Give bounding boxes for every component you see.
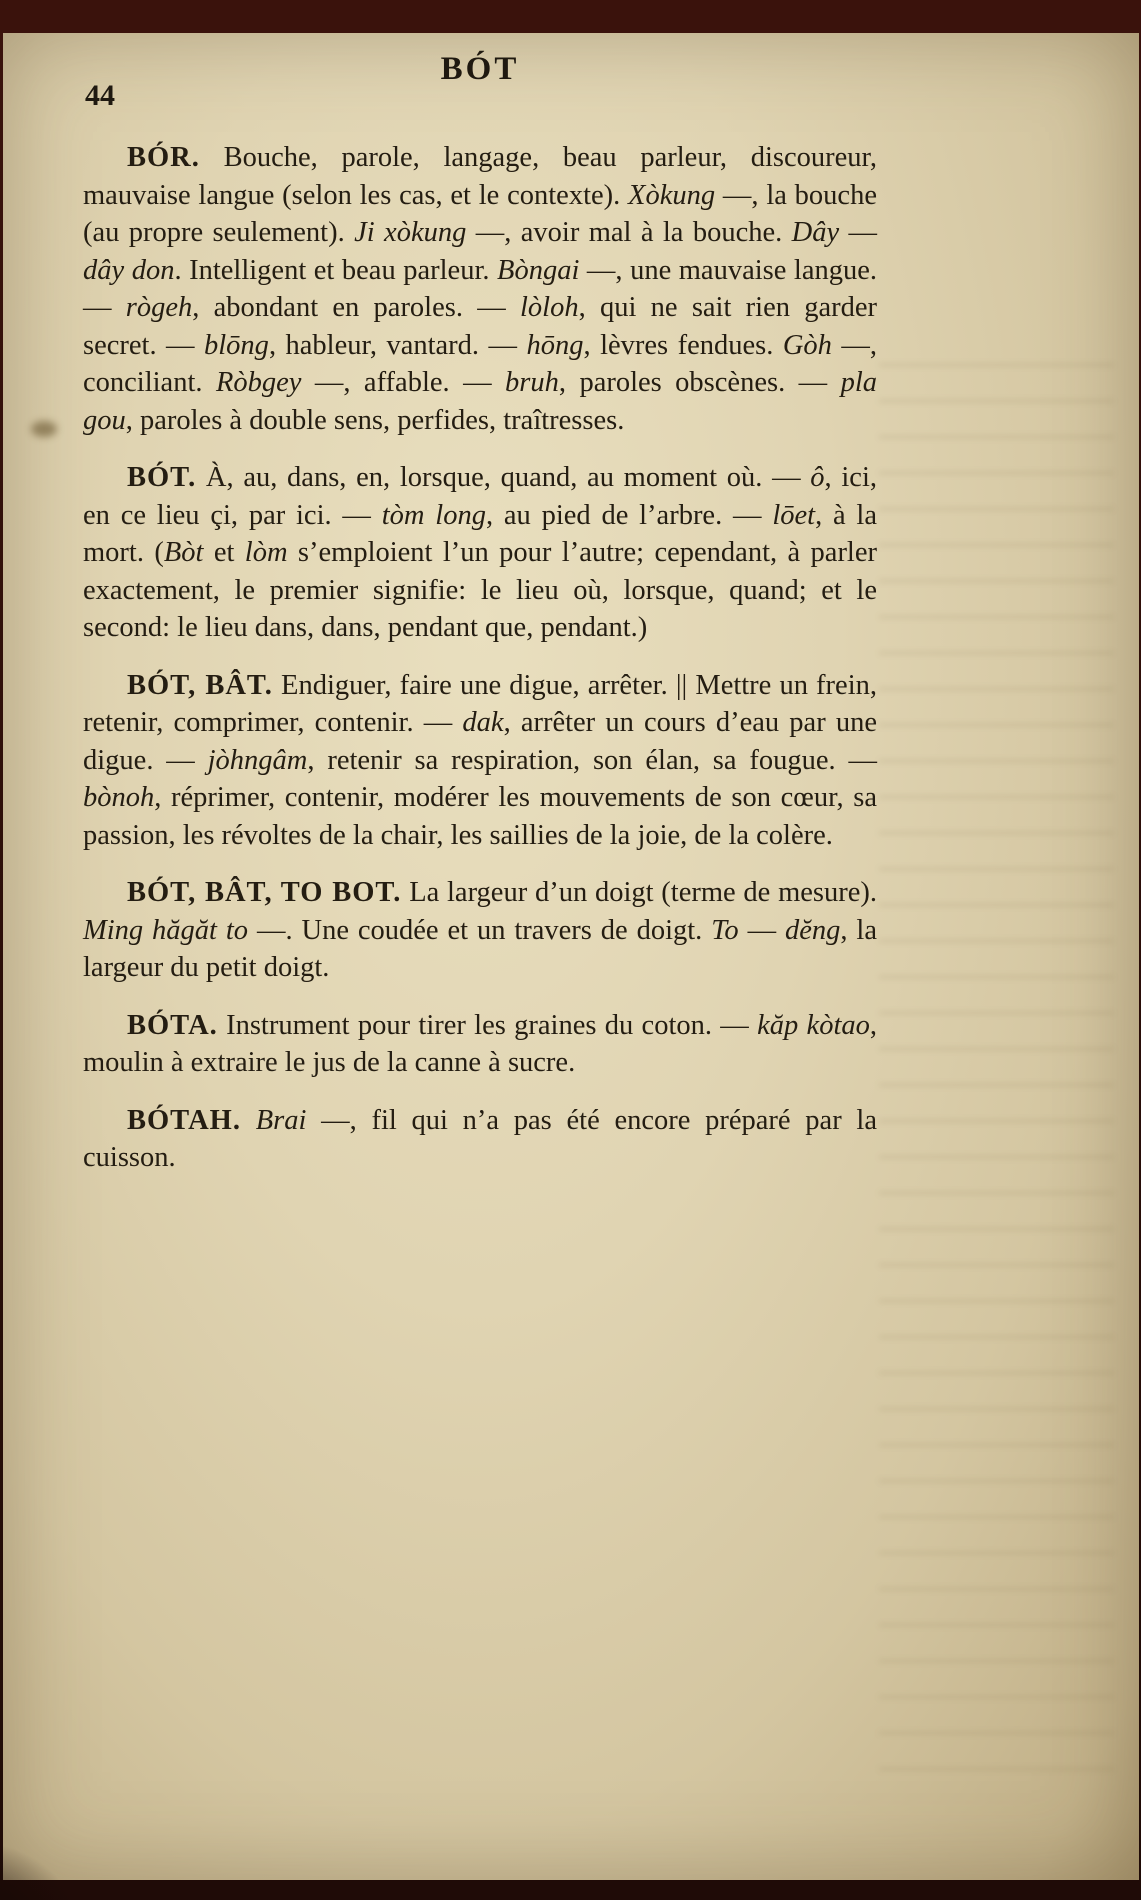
running-head: BÓT xyxy=(440,51,520,87)
entry-text: , au pied de l’arbre. — xyxy=(485,499,773,531)
entry-text: —, avoir mal à la bouche. xyxy=(466,217,792,248)
entry-text: , paroles obscènes. — xyxy=(558,367,841,398)
entry-text: — xyxy=(738,914,785,946)
entry-headword: BÓT, BÂT. xyxy=(127,669,273,701)
native-term: tòm long xyxy=(381,499,486,531)
entry-text: , moulin à extraire le jus de la canne à sucre. xyxy=(83,1009,878,1078)
entry-text: , la largeur du petit doigt. xyxy=(83,914,878,983)
entry-text: , lèvres fendues. xyxy=(583,329,783,361)
native-term: Dây xyxy=(791,217,840,248)
native-term: bònoh xyxy=(83,782,155,813)
entry-text: , à la mort. ( xyxy=(83,499,878,568)
entry-text: , paroles à double sens, perfides, traîtresses. xyxy=(125,404,625,436)
dictionary-entry-bot-bat xyxy=(83,667,877,855)
book-page xyxy=(3,33,1139,1880)
entry-text: Bouche, parole, langage, beau parleur, discoureur, mauvaise langue (selon les cas, et le contexte). xyxy=(83,142,877,211)
native-term: jòhngâm xyxy=(207,744,308,776)
native-term: dĕng xyxy=(785,914,841,946)
entry-text: s’emploient l’un pour l’autre; cependant, à parler exactement, le premier signifie: le lieu où, lorsque, quand; et le second: le lieu dans, dans, pendant que, pendant.) xyxy=(83,537,877,643)
native-term: Bòngai xyxy=(497,254,580,286)
dictionary-entry-bota xyxy=(83,1007,877,1082)
entry-text xyxy=(241,1105,256,1136)
native-term: kăp kòtao xyxy=(757,1009,870,1041)
entry-text: Endiguer, faire une digue, arrêter. || Mettre un frein, retenir, comprimer, contenir. — xyxy=(83,669,877,738)
native-term: To xyxy=(711,914,739,946)
entry-text: —, affable. — xyxy=(301,367,506,398)
entry-text: et xyxy=(203,537,245,568)
entry-text: Instrument pour tirer les graines du coton. — xyxy=(217,1009,758,1041)
entry-text: , arrêter un cours d’eau par une digue. — xyxy=(83,707,877,776)
entry-headword: BÓR. xyxy=(127,142,200,173)
dictionary-entry-botah xyxy=(83,1102,877,1177)
native-term: Gòh xyxy=(782,329,832,361)
native-term: Xòkung xyxy=(628,179,716,211)
entry-text: La largeur d’un doigt (terme de mesure). xyxy=(401,877,877,908)
entry-text: —, conciliant. xyxy=(83,329,877,398)
entry-text: —, fil qui n’a pas été encore préparé par la cuisson. xyxy=(83,1104,877,1173)
entry-headword: BÓTAH. xyxy=(127,1104,241,1136)
native-term: blōng xyxy=(204,329,269,361)
entry-text: , retenir sa respiration, son élan, sa fougue. — xyxy=(307,744,877,776)
dictionary-entry-bor xyxy=(83,139,877,439)
page-number: 44 xyxy=(85,79,115,112)
entry-text: —. Une coudée et un travers de doigt. xyxy=(248,914,712,946)
native-term: lòloh xyxy=(520,292,579,323)
native-term: bruh xyxy=(505,367,559,398)
entry-text: , abondant en paroles. — xyxy=(192,292,520,323)
entry-text: À, au, dans, en, lorsque, quand, au moment où. — xyxy=(196,462,811,493)
native-term: lòm xyxy=(244,537,288,568)
photo-corner-shadow xyxy=(0,1840,80,1900)
native-term: Ròbgey xyxy=(215,367,302,398)
dictionary-entry-bot xyxy=(83,459,877,647)
entry-text: —, une mauvaise langue. — xyxy=(83,254,878,323)
entry-text: , hableur, vantard. — xyxy=(268,329,527,361)
native-term: Ming hăgăt to xyxy=(83,914,249,946)
entry-headword: BÓTA. xyxy=(127,1009,218,1041)
native-term: Ji xòkung xyxy=(354,217,467,248)
native-term: Brai xyxy=(255,1104,307,1136)
native-term: hōng xyxy=(526,329,584,361)
native-term: lōet xyxy=(772,499,816,531)
entry-text: —, la bouche (au propre seulement). xyxy=(83,179,877,248)
entry-headword: BÓT, BÂT, TO BOT. xyxy=(127,877,402,908)
entry-text: , ici, en ce lieu çi, par ici. — xyxy=(83,462,877,531)
native-term: dây don xyxy=(83,254,175,286)
dictionary-entry-bot-bat-to-bot xyxy=(83,874,877,987)
native-term: Bòt xyxy=(163,537,204,568)
entry-text: . Intelligent et beau parleur. xyxy=(174,254,498,286)
ink-bleedthrough xyxy=(879,363,1114,1783)
ink-smudge xyxy=(31,421,57,437)
native-term: rògeh xyxy=(125,292,193,323)
entry-headword: BÓT. xyxy=(127,462,197,493)
entry-text: — xyxy=(839,217,878,248)
native-term: ô xyxy=(810,462,825,493)
native-term: pla gou xyxy=(83,367,877,436)
entry-text: , réprimer, contenir, modérer les mouvements de son cœur, sa passion, les révoltes de la chair, les saillies de la joie, de la colère. xyxy=(83,782,877,851)
native-term: dak xyxy=(462,707,504,738)
entry-text: , qui ne sait rien garder secret. — xyxy=(83,292,878,361)
dictionary-content xyxy=(83,139,877,1197)
